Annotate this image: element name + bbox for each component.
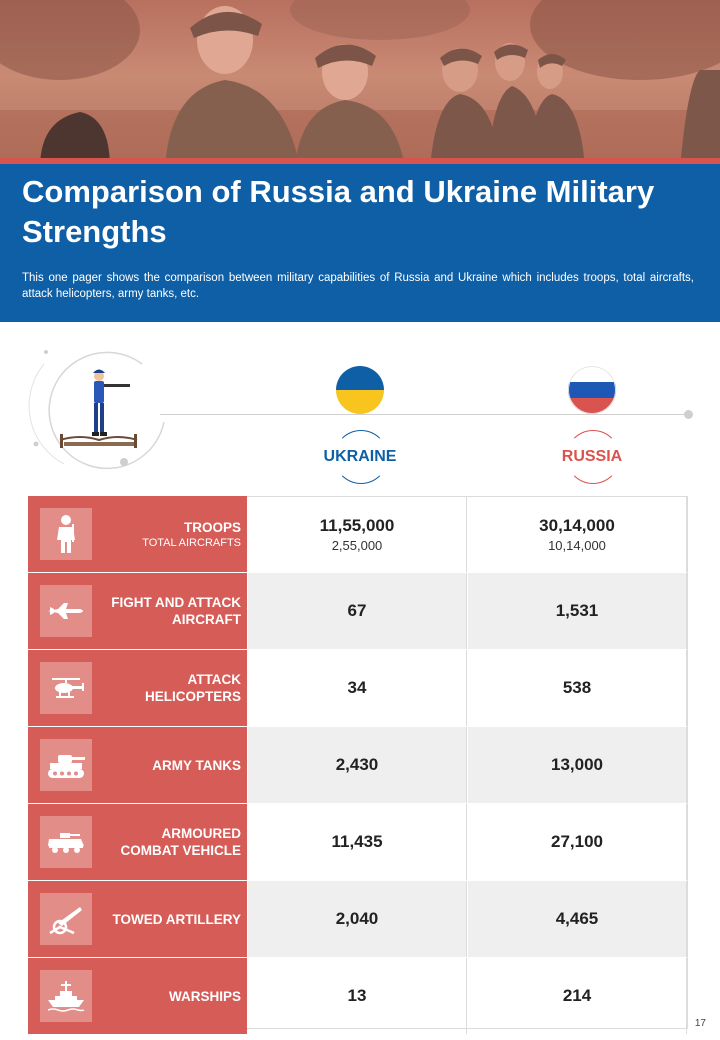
- warship-icon: [40, 970, 92, 1022]
- row-label: ARMOURED COMBAT VEHICLE: [120, 826, 241, 858]
- ukraine-sub-value: 2,55,000: [331, 538, 383, 553]
- table-row-warships: [28, 958, 688, 1035]
- armoured-vehicle-icon: [40, 816, 92, 868]
- table-row-tanks: [28, 727, 688, 804]
- russia-value-cell: [468, 573, 687, 649]
- soldier-icon: [40, 508, 92, 560]
- russia-label: RUSSIA: [561, 448, 623, 465]
- ukraine-value-cell: [248, 573, 467, 649]
- ukraine-label: UKRAINE: [323, 448, 397, 465]
- table-row-aircraft: [28, 573, 688, 650]
- page-description: This one pager shows the comparison between military capabilities of Russia and Ukraine which includes troops, total aircrafts, attack helicopters, army tanks, etc.: [22, 272, 694, 300]
- page-title: Comparison of Russia and Ukraine Military Strengths: [22, 174, 655, 249]
- russia-value: 1,531: [555, 601, 599, 620]
- row-label: ATTACK HELICOPTERS: [144, 672, 241, 704]
- artillery-icon: [40, 893, 92, 945]
- row-label-cell: [28, 958, 247, 1034]
- row-label: WARSHIPS: [168, 988, 241, 1004]
- title-banner: [0, 164, 720, 322]
- fighter-jet-icon: [40, 585, 92, 637]
- ukraine-value: 13: [347, 986, 367, 1005]
- russia-flag-icon: [568, 366, 616, 414]
- ukraine-value-cell: [248, 881, 467, 957]
- ukraine-value: 2,430: [335, 755, 379, 774]
- ukraine-value: 2,040: [335, 909, 379, 928]
- russia-value-cell: [468, 727, 687, 803]
- table-row-troops: [28, 496, 688, 573]
- row-label-cell: [28, 881, 247, 957]
- russia-value: 538: [562, 678, 592, 697]
- table-row-armoured-vehicle: [28, 804, 688, 881]
- russia-value-cell: [468, 496, 687, 572]
- russia-value: 4,465: [555, 909, 599, 928]
- russia-value-cell: [468, 650, 687, 726]
- tank-icon: [40, 739, 92, 791]
- soldiers-photo-illustration: [0, 0, 720, 168]
- page-number: 17: [694, 1018, 706, 1029]
- row-label: TROOPS: [183, 519, 241, 535]
- russia-sub-value: 10,14,000: [548, 538, 606, 553]
- russia-value: 13,000: [551, 755, 603, 774]
- row-label: ARMY TANKS: [152, 757, 241, 773]
- ukraine-value: 11,435: [331, 832, 383, 851]
- russia-value: 30,14,000: [539, 516, 615, 535]
- soldier-illustration: [24, 334, 174, 484]
- ukraine-value-cell: [248, 496, 467, 572]
- ukraine-value-cell: [248, 958, 467, 1034]
- soldier-icon: [24, 334, 174, 484]
- ukraine-value: 34: [347, 678, 367, 697]
- table-row-helicopters: [28, 650, 688, 727]
- row-label: FIGHT AND ATTACK AIRCRAFT: [111, 595, 241, 627]
- ukraine-value-cell: [248, 727, 467, 803]
- russia-value: 214: [562, 986, 592, 1005]
- row-label-cell: [28, 573, 247, 649]
- row-label-cell: [28, 804, 247, 880]
- table-row-artillery: [28, 881, 688, 958]
- russia-value: 27,100: [551, 832, 603, 851]
- row-label-cell: [28, 650, 247, 726]
- hero-photo: [0, 0, 720, 168]
- timeline-dot: [684, 410, 693, 419]
- comparison-header: [0, 322, 720, 492]
- row-label: TOWED ARTILLERY: [112, 911, 241, 927]
- russia-value-cell: [468, 804, 687, 880]
- russia-value-cell: [468, 881, 687, 957]
- row-label-cell: [28, 727, 247, 803]
- ukraine-flag-icon: [336, 366, 384, 414]
- ukraine-value-cell: [248, 804, 467, 880]
- row-label-cell: [28, 496, 247, 572]
- helicopter-icon: [40, 662, 92, 714]
- timeline-line: [160, 414, 688, 415]
- row-sub-label: TOTAL AIRCRAFTS: [142, 536, 241, 549]
- ukraine-value-cell: [248, 650, 467, 726]
- comparison-table: [28, 496, 688, 1035]
- ukraine-value: 11,55,000: [319, 516, 395, 535]
- russia-value-cell: [468, 958, 687, 1034]
- ukraine-value: 67: [347, 601, 367, 620]
